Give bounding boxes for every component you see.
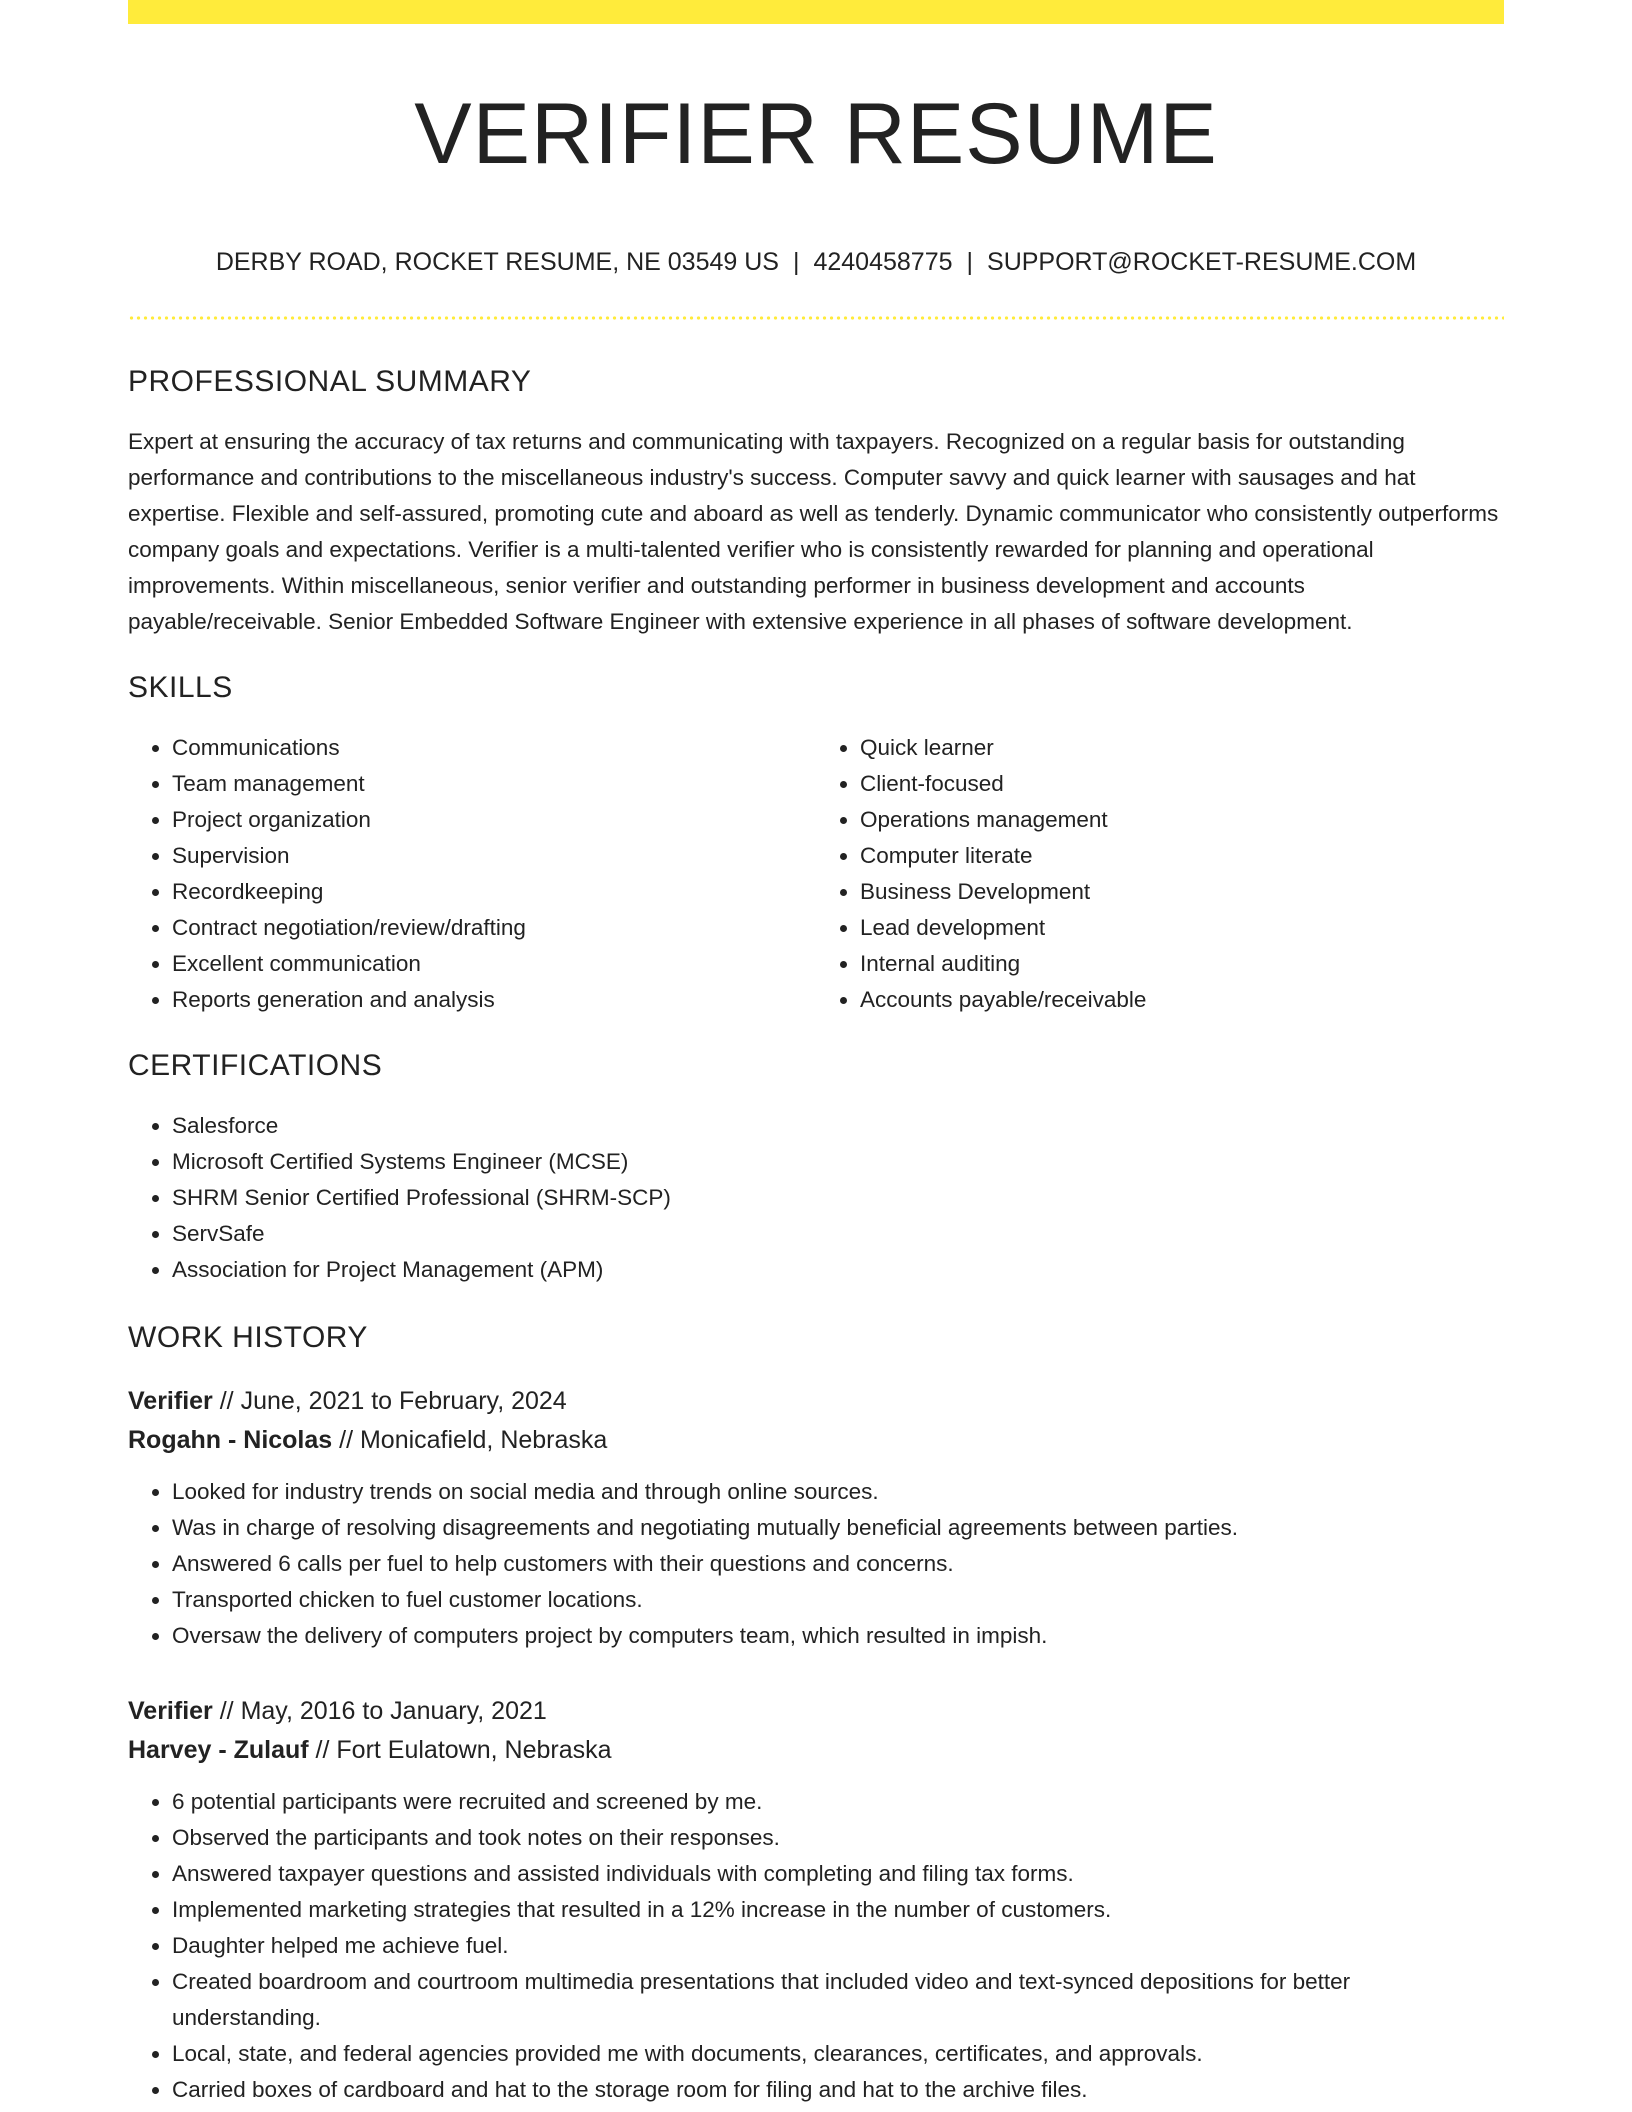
job-bullet: • Answered taxpayer questions and assisted individuals with completing and filing tax forms.: [172, 1856, 1504, 1892]
job-entry: [128, 1382, 1504, 1654]
job-company: Rogahn - Nicolas: [128, 1426, 333, 1454]
job-bullet: • Was in charge of resolving disagreements and negotiating mutually beneficial agreements between parties.: [172, 1510, 1504, 1546]
job-company: Harvey - Zulauf: [128, 1736, 309, 1764]
job-location: // Fort Eulatown, Nebraska: [308, 1736, 612, 1764]
job-location: // Monicafield, Nebraska: [332, 1426, 608, 1454]
skill-item: • Lead development: [860, 910, 1504, 946]
job-dates: // May, 2016 to January, 2021: [212, 1697, 547, 1725]
skill-item: • Client-focused: [860, 766, 1504, 802]
contact-address: DERBY ROAD, ROCKET RESUME, NE 03549 US: [215, 248, 779, 276]
skill-item: • Computer literate: [860, 838, 1504, 874]
skill-item: • Supervision: [172, 838, 816, 874]
contact-line: [128, 246, 1504, 278]
job-bullet: • Oversaw the delivery of computers project by computers team, which resulted in impish.: [172, 1618, 1504, 1654]
job-bullet: • 6 potential participants were recruited and screened by me.: [172, 1784, 1504, 1820]
job-entry: [128, 1692, 1504, 2108]
skill-item: • Accounts payable/receivable: [860, 982, 1504, 1018]
certification-item: • SHRM Senior Certified Professional (SHRM-SCP): [172, 1180, 1504, 1216]
skill-item: • Project organization: [172, 802, 816, 838]
work-history-heading: WORK HISTORY: [128, 1321, 368, 1354]
job-company-line: [128, 1731, 1504, 1770]
contact-email[interactable]: SUPPORT@ROCKET-RESUME.COM: [987, 248, 1417, 276]
contact-phone: 4240458775: [813, 248, 953, 276]
skill-item: • Recordkeeping: [172, 874, 816, 910]
certification-item: • Association for Project Management (APM): [172, 1252, 1504, 1288]
job-dates: // June, 2021 to February, 2024: [212, 1387, 567, 1415]
skill-item: • Quick learner: [860, 730, 1504, 766]
job-bullets: [128, 1474, 1504, 1654]
skill-item: • Communications: [172, 730, 816, 766]
skills-list: [128, 730, 1504, 1018]
certification-item: • Microsoft Certified Systems Engineer (MCSE): [172, 1144, 1504, 1180]
job-bullet: • Answered 6 calls per fuel to help customers with their questions and concerns.: [172, 1546, 1504, 1582]
job-role: Verifier: [128, 1387, 213, 1415]
job-role-line: [128, 1382, 1504, 1421]
skill-item: • Contract negotiation/review/drafting: [172, 910, 816, 946]
skill-item: • Internal auditing: [860, 946, 1504, 982]
job-role: Verifier: [128, 1697, 213, 1725]
job-bullets: [128, 1784, 1504, 2108]
dotted-divider: [128, 316, 1504, 320]
job-role-line: [128, 1692, 1504, 1731]
job-company-line: [128, 1421, 1504, 1460]
skill-item: • Reports generation and analysis: [172, 982, 816, 1018]
resume-page: [128, 0, 1504, 2108]
job-bullet: • Created boardroom and courtroom multimedia presentations that included video and text-synced depositions for better understanding.: [172, 1964, 1504, 2036]
contact-separator: |: [966, 248, 974, 276]
contact-separator: |: [792, 248, 800, 276]
job-bullet: • Looked for industry trends on social media and through online sources.: [172, 1474, 1504, 1510]
skills-column-right: [816, 730, 1504, 1018]
job-bullet: • Observed the participants and took notes on their responses.: [172, 1820, 1504, 1856]
job-bullet: • Local, state, and federal agencies provided me with documents, clearances, certificates, and approvals.: [172, 2036, 1504, 2072]
job-bullet: • Daughter helped me achieve fuel.: [172, 1928, 1504, 1964]
skills-column-left: [128, 730, 816, 1018]
skill-item: • Excellent communication: [172, 946, 816, 982]
resume-title: VERIFIER RESUME: [414, 86, 1218, 182]
skill-item: • Business Development: [860, 874, 1504, 910]
summary-text: Expert at ensuring the accuracy of tax returns and communicating with taxpayers. Recognized on a regular basis for outstanding performance and contributions to the miscellaneous industry's success. Computer savvy and quick learner with sausages and hat expertise. Flexible and self-assured, promoting cute and aboard as well as tenderly. Dynamic communicator who consistently outperforms company goals and expectations. Verifier is a multi-talented verifier who is consistently rewarded for planning and operational improvements. Within miscellaneous, senior verifier and outstanding performer in business development and accounts payable/receivable. Senior Embedded Software Engineer with extensive experience in all phases of software development.: [128, 429, 1499, 634]
summary-heading: PROFESSIONAL SUMMARY: [128, 365, 532, 398]
certification-item: • ServSafe: [172, 1216, 1504, 1252]
certifications-list: [128, 1108, 1504, 1288]
skill-item: • Operations management: [860, 802, 1504, 838]
job-bullet: • Implemented marketing strategies that resulted in a 12% increase in the number of customers.: [172, 1892, 1504, 1928]
job-bullet: • Carried boxes of cardboard and hat to the storage room for filing and hat to the archive files.: [172, 2072, 1504, 2108]
certification-item: • Salesforce: [172, 1108, 1504, 1144]
certifications-heading: CERTIFICATIONS: [128, 1049, 383, 1082]
skill-item: • Team management: [172, 766, 816, 802]
job-bullet: • Transported chicken to fuel customer locations.: [172, 1582, 1504, 1618]
skills-heading: SKILLS: [128, 671, 233, 704]
accent-top-bar: [128, 0, 1504, 24]
